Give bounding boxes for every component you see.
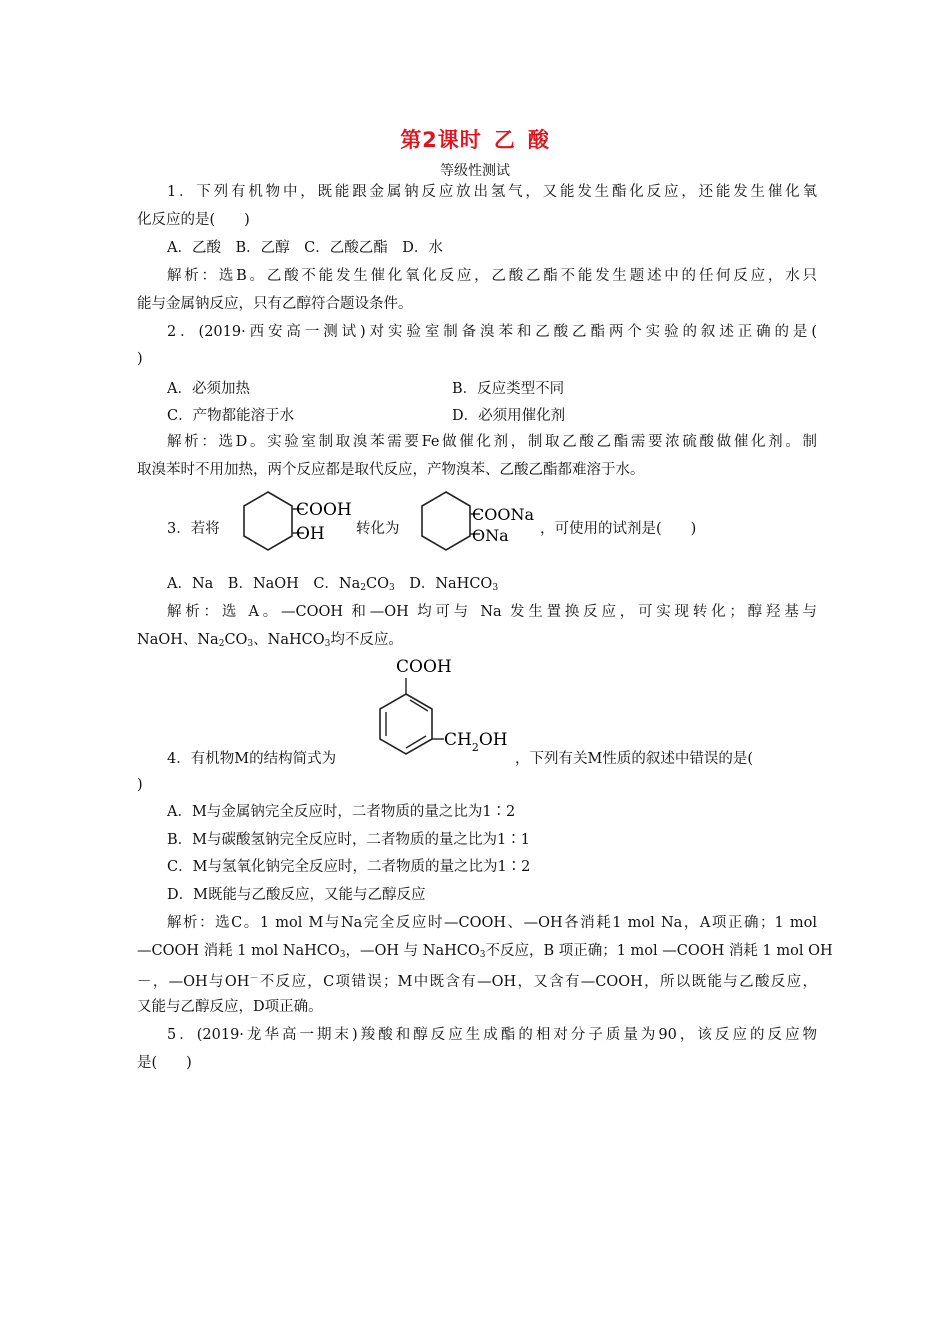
- q3-analysis-line2: NaOH、$Na_2CO_3$、NaHCO$_3$均不反应。: [137, 632, 403, 649]
- title-part2: 乙: [493, 128, 516, 152]
- q4-analysis-line3: －，—OH与OH－不反应，C项错误；M中既含有—OH，又含有—COOH，所以既能与乙酸反应，: [137, 974, 817, 990]
- q3-middle: 转化为: [356, 521, 400, 537]
- q3-mol1-group2: OH: [296, 524, 325, 544]
- q4-mol-ch2oh: $CH_2OH$: [444, 730, 508, 754]
- title-part3: 酸: [527, 128, 550, 152]
- q2-option-b: B．反应类型不同: [452, 381, 565, 397]
- q2-option-c: C．产物都能溶于水: [167, 408, 295, 424]
- q3-molecule-1: [228, 490, 358, 558]
- q4-analysis-line2: —COOH 消耗 1 mol NaHCO$_3$，—OH 与 NaHCO$_3$不反应，B 项正确；1 mol —COOH 消耗 1 mol OH: [137, 943, 833, 960]
- q3-mol2-group2: ONa: [472, 526, 509, 545]
- q4-prefix: 4．有机物M的结构简式为: [167, 751, 337, 767]
- q3-mol2-group1: COONa: [472, 505, 535, 524]
- q1-analysis-line1: 解析：选B。乙酸不能发生催化氧化反应，乙酸乙酯不能发生题述中的任何反应，水只: [167, 268, 817, 284]
- q2-line2: ): [137, 351, 143, 367]
- q4-analysis-line4: 又能与乙醇反应，D项正确。: [137, 999, 323, 1015]
- q3-suffix: ，可使用的试剂是( ): [540, 521, 697, 537]
- q5-line2: 是( ): [137, 1055, 192, 1071]
- q1-line2: 化反应的是( ): [137, 212, 250, 228]
- q3-molecule-2: [406, 490, 542, 558]
- q4-line2: ): [137, 777, 143, 793]
- q4-option-d: D．M既能与乙酸反应，又能与乙醇反应: [167, 887, 426, 903]
- q3-analysis-line1: 解析：选 A。—COOH 和—OH 均可与 Na 发生置换反应，可实现转化；醇羟基与: [167, 604, 817, 620]
- q4-option-a: A．M与金属钠完全反应时，二者物质的量之比为1∶2: [167, 804, 516, 820]
- q2-option-d: D．必须用催化剂: [452, 408, 566, 424]
- q4-suffix: ，下列有关M性质的叙述中错误的是(: [515, 751, 754, 767]
- q2-analysis-line1: 解析：选D。实验室制取溴苯需要Fe做催化剂，制取乙酸乙酯需要浓硫酸做催化剂。制: [167, 434, 817, 450]
- q3-mol1-group1: COOH: [296, 500, 352, 520]
- q1-options: A．乙酸 B．乙醇 C．乙酸乙酯 D．水: [167, 240, 443, 256]
- q1-line1: 1．下列有机物中，既能跟金属钠反应放出氢气，又能发生酯化反应，还能发生催化氧: [167, 184, 817, 200]
- q5-line1: 5．(2019·龙华高一期末)羧酸和醇反应生成酯的相对分子质量为90，该反应的反应物: [167, 1027, 817, 1043]
- q2-line1: 2．(2019·西安高一测试)对实验室制备溴苯和乙酸乙酯两个实验的叙述正确的是(: [167, 324, 817, 340]
- q4-molecule: [376, 652, 516, 764]
- q4-mol-carboxyl: COOH: [396, 657, 452, 677]
- q2-option-a: A．必须加热: [167, 381, 250, 397]
- q2-analysis-line2: 取溴苯时不用加热，两个反应都是取代反应，产物溴苯、乙酸乙酯都难溶于水。: [137, 462, 645, 478]
- q3-options: A．Na B．NaOH C．$Na_2CO_3$ D．NaHCO$_3$: [167, 576, 499, 593]
- q3-prefix: 3．若将: [167, 521, 220, 537]
- q1-analysis-line2: 能与金属钠反应，只有乙醇符合题设条件。: [137, 296, 413, 312]
- q4-analysis-line1: 解析：选C。1 mol M与Na完全反应时—COOH、—OH各消耗1 mol Na，A项正确；1 mol: [167, 915, 817, 931]
- q4-option-c: C．M与氢氧化钠完全反应时，二者物质的量之比为1∶2: [167, 859, 531, 875]
- subtitle: 等级性测试: [440, 163, 510, 179]
- page-title: [0, 124, 950, 154]
- title-part1: 第2课时: [400, 128, 482, 152]
- q4-option-b: B．M与碳酸氢钠完全反应时，二者物质的量之比为1∶1: [167, 832, 530, 848]
